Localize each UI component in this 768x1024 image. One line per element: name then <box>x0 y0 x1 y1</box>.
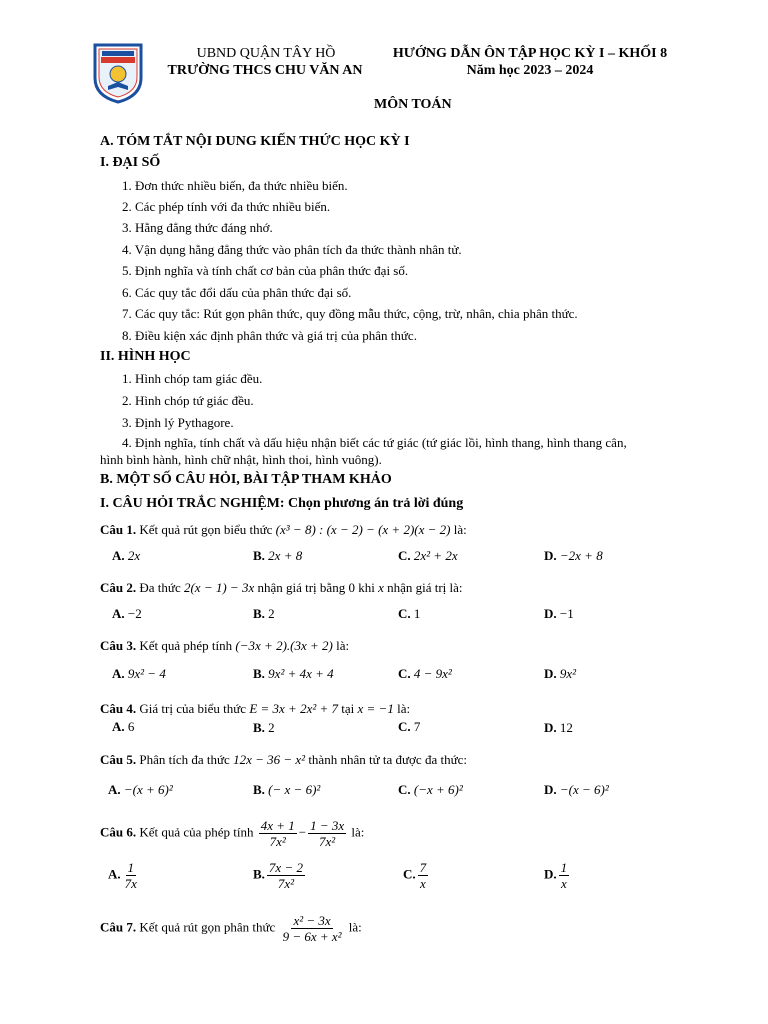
question-2: Câu 2. Đa thức 2(x − 1) − 3x nhận giá trị bằng 0 khi x nhận giá trị là: <box>100 580 463 595</box>
math-expression: (−3x + 2).(3x + 2) <box>235 638 333 653</box>
section-a-heading: A. TÓM TẮT NỘI DUNG KIẾN THỨC HỌC KỲ I <box>100 134 410 149</box>
option-b[interactable]: B. 2 <box>253 720 275 735</box>
option-b[interactable]: B. 2x + 8 <box>253 548 303 563</box>
district-name: UBND QUẬN TÂY HỒ <box>196 46 336 61</box>
list-item: 2. Các phép tính với đa thức nhiều biến. <box>122 199 331 214</box>
list-item: 4. Vận dụng hằng đẳng thức vào phân tích đa thức thành nhân tử. <box>122 242 462 257</box>
question-label: Câu 6. <box>100 824 137 840</box>
algebra-heading: I. ĐẠI SỐ <box>100 155 161 170</box>
question-label: Câu 1. <box>100 522 137 537</box>
option-a[interactable]: A. 6 <box>112 719 135 734</box>
option-c[interactable]: C. $\frac{7}{x}$ <box>403 860 427 891</box>
option-c[interactable]: C. 7 <box>398 719 421 734</box>
school-logo <box>92 42 144 104</box>
list-item: 8. Điều kiện xác định phân thức và giá trị của phân thức. <box>122 328 417 343</box>
option-a[interactable]: A. 2x <box>112 548 141 563</box>
list-item: 5. Định nghĩa và tính chất cơ bản của phân thức đại số. <box>122 263 409 278</box>
option-d[interactable]: D. 12 <box>544 720 573 735</box>
fraction: $\frac{7x - 2}{\text{7x²}}$ <box>268 860 303 891</box>
list-item: 6. Các quy tắc đổi dấu của phân thức đại số. <box>122 285 352 300</box>
geometry-heading: II. HÌNH HỌC <box>100 349 191 364</box>
list-item: 3. Hằng đẳng thức đáng nhớ. <box>122 220 273 235</box>
subject-title: MÔN TOÁN <box>374 97 452 112</box>
mcq-heading: I. CÂU HỎI TRẮC NGHIỆM: Chọn phương án trả lời đúng <box>100 496 464 511</box>
fraction: $\frac{4x + 1}{\text{7x²}}$ <box>260 818 295 849</box>
question-label: Câu 5. <box>100 752 137 767</box>
option-d[interactable]: D. −2x + 8 <box>544 548 603 563</box>
fraction: $\frac{1}{7x}$ <box>124 860 137 891</box>
option-b[interactable]: B. 2 <box>253 606 275 621</box>
math-expression: E = 3x + 2x² + 7 <box>249 701 339 716</box>
list-item: 7. Các quy tắc: Rút gọn phân thức, quy đồng mẫu thức, cộng, trừ, nhân, chia phân thức. <box>122 306 578 321</box>
option-b[interactable]: B. $\frac{7x - 2}{\text{7x²}}$ <box>253 860 303 891</box>
option-d[interactable]: D. 9x² <box>544 666 577 681</box>
option-c[interactable]: C. 2x² + 2x <box>398 548 458 563</box>
option-a[interactable]: A. −(x + 6)² <box>108 782 173 797</box>
fraction: $\frac{7}{x}$ <box>419 860 427 891</box>
list-item: 1. Hình chóp tam giác đều. <box>122 371 263 386</box>
option-d[interactable]: D. $\frac{1}{x}$ <box>544 860 568 891</box>
option-d[interactable]: D. −1 <box>544 606 574 621</box>
question-7: Câu 7. Kết quả rút gọn phân thức $\frac{\text{x² − 3x}}{\text{9 − 6x + x²}}$ là: <box>100 913 362 944</box>
list-item: 1. Đơn thức nhiều biến, đa thức nhiều biến. <box>122 178 348 193</box>
option-b[interactable]: B. (− x − 6)² <box>253 782 321 797</box>
option-d[interactable]: D. −(x − 6)² <box>544 782 609 797</box>
option-b[interactable]: B. 9x² + 4x + 4 <box>253 666 334 681</box>
option-a[interactable]: A. 9x² − 4 <box>112 666 166 681</box>
option-c[interactable]: C. 4 − 9x² <box>398 666 452 681</box>
math-expression: (x³ − 8) : (x − 2) − (x + 2)(x − 2) <box>275 522 451 537</box>
question-label: Câu 7. <box>100 919 137 935</box>
list-item: 4. Định nghĩa, tính chất và dấu hiệu nhận biết các tứ giác (tứ giác lồi, hình thang, hình thang cân, <box>122 435 627 450</box>
option-a[interactable]: A. $\frac{1}{7x}$ <box>108 860 137 891</box>
fraction: $\frac{\text{x² − 3x}}{\text{9 − 6x + x²}}$ <box>282 913 342 944</box>
question-3: Câu 3. Kết quả phép tính (−3x + 2).(3x + 2) là: <box>100 638 350 653</box>
school-name: TRƯỜNG THCS CHU VĂN AN <box>167 63 363 78</box>
fraction: $\frac{1 - 3x}{\text{7x²}}$ <box>310 818 345 849</box>
math-expression: 12x − 36 − x² <box>233 752 306 767</box>
question-4: Câu 4. Giá trị của biểu thức E = 3x + 2x² + 7 tại x = −1 là: <box>100 701 411 716</box>
question-5: Câu 5. Phân tích đa thức 12x − 36 − x² thành nhân tử ta được đa thức: <box>100 752 468 767</box>
list-item-continuation: hình bình hành, hình chữ nhật, hình thoi, hình vuông). <box>100 452 382 467</box>
school-year: Năm học 2023 – 2024 <box>466 63 594 78</box>
question-1: Câu 1. Kết quả rút gọn biểu thức (x³ − 8) : (x − 2) − (x + 2)(x − 2) là: <box>100 522 467 537</box>
math-expression: 2(x − 1) − 3x <box>183 580 255 595</box>
option-a[interactable]: A. −2 <box>112 606 142 621</box>
question-6: Câu 6. Kết quả của phép tính $\frac{4x + 1}{\text{7x²}}$ − $\frac{1 - 3x}{\text{7x²}}$ là: <box>100 818 365 849</box>
section-b-heading: B. MỘT SỐ CÂU HỎI, BÀI TẬP THAM KHẢO <box>100 472 392 487</box>
list-item: 3. Định lý Pythagore. <box>122 415 234 430</box>
option-c[interactable]: C. 1 <box>398 606 421 621</box>
list-item: 2. Hình chóp tứ giác đều. <box>122 393 254 408</box>
question-label: Câu 2. <box>100 580 137 595</box>
option-c[interactable]: C. (−x + 6)² <box>398 782 463 797</box>
doc-title: HƯỚNG DẪN ÔN TẬP HỌC KỲ I – KHỐI 8 <box>392 46 668 61</box>
question-label: Câu 3. <box>100 638 137 653</box>
question-label: Câu 4. <box>100 701 137 716</box>
fraction: $\frac{1}{x}$ <box>560 860 568 891</box>
